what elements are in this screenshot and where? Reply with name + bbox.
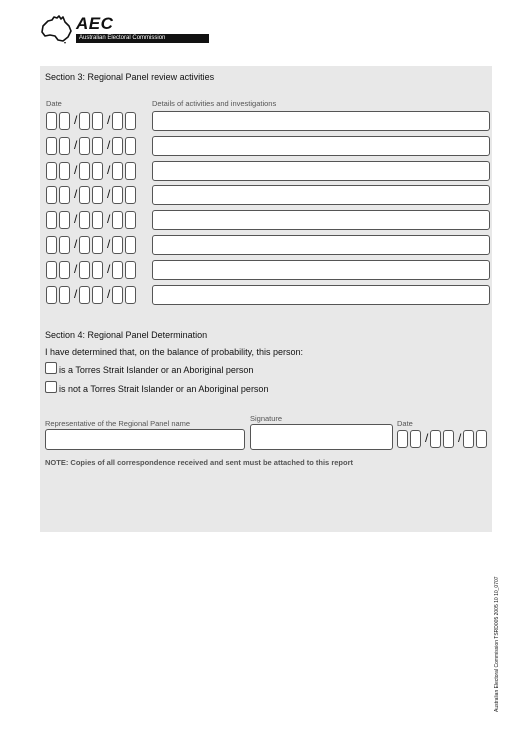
section4-title: Section 4: Regional Panel Determination <box>45 330 208 340</box>
date-digit-box[interactable] <box>59 186 70 204</box>
date-digit-box[interactable] <box>92 186 103 204</box>
date-digit-box[interactable] <box>463 430 474 448</box>
date-digit-box[interactable] <box>79 186 90 204</box>
date-digit-box[interactable] <box>125 261 136 279</box>
is-islander-checkbox[interactable] <box>45 362 57 374</box>
date-separator: / <box>107 237 111 251</box>
date-digit-box[interactable] <box>112 286 123 304</box>
date-separator: / <box>458 431 462 445</box>
is-islander-label: is a Torres Strait Islander or an Aboriginal person <box>59 365 254 375</box>
date-digit-box[interactable] <box>112 137 123 155</box>
date-digit-box[interactable] <box>92 211 103 229</box>
date-separator: / <box>74 261 78 276</box>
activity-details-field[interactable] <box>152 185 490 205</box>
activity-row <box>45 260 491 281</box>
date-separator: / <box>74 162 78 177</box>
date-digit-box[interactable] <box>476 430 487 448</box>
date-column-label: Date <box>46 99 62 108</box>
date-digit-box[interactable] <box>79 211 90 229</box>
date-digit-box[interactable] <box>46 261 57 279</box>
activity-details-field[interactable] <box>152 136 490 156</box>
date-separator: / <box>107 286 111 301</box>
date-digit-box[interactable] <box>46 112 57 130</box>
date-digit-box[interactable] <box>79 112 90 130</box>
date-digit-box[interactable] <box>59 137 70 155</box>
date-separator: / <box>107 261 111 276</box>
date-separator: / <box>74 113 78 127</box>
date-digit-box[interactable] <box>59 112 70 130</box>
date-separator: / <box>107 187 111 202</box>
date-digit-box[interactable] <box>46 137 57 155</box>
determination-date-label: Date <box>397 419 413 428</box>
determination-date-field <box>397 429 491 450</box>
activity-row <box>45 235 491 256</box>
date-digit-box[interactable] <box>112 236 123 254</box>
date-digit-box[interactable] <box>46 186 57 204</box>
date-digit-box[interactable] <box>46 162 57 180</box>
date-digit-box[interactable] <box>46 236 57 254</box>
note-text: NOTE: Copies of all correspondence received and sent must be attached to this report <box>45 458 353 467</box>
date-separator: / <box>107 162 111 177</box>
date-separator: / <box>107 212 111 227</box>
date-separator: / <box>74 212 78 227</box>
date-digit-box[interactable] <box>112 261 123 279</box>
date-digit-box[interactable] <box>46 286 57 304</box>
date-digit-box[interactable] <box>443 430 454 448</box>
date-separator: / <box>74 237 78 251</box>
is-not-islander-checkbox[interactable] <box>45 381 57 393</box>
signature-field[interactable] <box>250 424 393 450</box>
logo-full-name: Australian Electoral Commission <box>76 34 209 43</box>
date-separator: / <box>74 286 78 301</box>
date-digit-box[interactable] <box>59 236 70 254</box>
details-column-label: Details of activities and investigations <box>152 99 277 108</box>
date-digit-box[interactable] <box>92 261 103 279</box>
signature-label: Signature <box>250 414 283 423</box>
date-digit-box[interactable] <box>112 112 123 130</box>
date-separator: / <box>74 187 78 202</box>
representative-label: Representative of the Regional Panel name <box>45 419 191 428</box>
logo-abbreviation: AEC <box>76 14 114 33</box>
form-code: Australian Electoral Commission TSRD005 2005 10 10_0707 <box>494 576 500 712</box>
date-separator: / <box>425 431 429 445</box>
activity-row <box>45 285 491 306</box>
australia-map-icon <box>40 14 74 44</box>
date-digit-box[interactable] <box>92 112 103 130</box>
date-digit-box[interactable] <box>430 430 441 448</box>
date-digit-box[interactable] <box>79 137 90 155</box>
date-digit-box[interactable] <box>410 430 421 448</box>
date-digit-box[interactable] <box>92 286 103 304</box>
date-digit-box[interactable] <box>112 186 123 204</box>
aec-logo <box>40 14 172 46</box>
date-digit-box[interactable] <box>112 211 123 229</box>
activity-details-field[interactable] <box>152 161 490 181</box>
activity-row <box>45 161 491 182</box>
activity-details-field[interactable] <box>152 285 490 305</box>
date-digit-box[interactable] <box>59 211 70 229</box>
date-digit-box[interactable] <box>59 286 70 304</box>
activity-details-field[interactable] <box>152 111 490 131</box>
date-separator: / <box>107 113 111 127</box>
date-separator: / <box>107 137 111 152</box>
is-not-islander-label: is not a Torres Strait Islander or an Aboriginal person <box>59 384 269 394</box>
date-digit-box[interactable] <box>79 236 90 254</box>
activity-row <box>45 185 491 206</box>
date-digit-box[interactable] <box>125 286 136 304</box>
activity-row <box>45 136 491 157</box>
date-digit-box[interactable] <box>79 261 90 279</box>
activity-row <box>45 210 491 231</box>
date-digit-box[interactable] <box>125 112 136 130</box>
section3-title: Section 3: Regional Panel review activities <box>45 72 215 82</box>
date-digit-box[interactable] <box>125 236 136 254</box>
representative-name-field[interactable] <box>45 429 245 450</box>
date-digit-box[interactable] <box>46 211 57 229</box>
date-digit-box[interactable] <box>125 211 136 229</box>
date-digit-box[interactable] <box>59 261 70 279</box>
date-digit-box[interactable] <box>79 286 90 304</box>
activity-details-field[interactable] <box>152 210 490 230</box>
activity-details-field[interactable] <box>152 235 490 255</box>
date-separator: / <box>74 137 78 152</box>
date-digit-box[interactable] <box>125 186 136 204</box>
date-digit-box[interactable] <box>59 162 70 180</box>
date-digit-box[interactable] <box>397 430 408 448</box>
date-digit-box[interactable] <box>125 162 136 180</box>
date-digit-box[interactable] <box>92 236 103 254</box>
date-digit-box[interactable] <box>125 137 136 155</box>
determination-statement: I have determined that, on the balance of probability, this person: <box>45 347 303 357</box>
date-digit-box[interactable] <box>79 162 90 180</box>
activity-row <box>45 111 491 132</box>
activity-details-field[interactable] <box>152 260 490 280</box>
date-digit-box[interactable] <box>92 137 103 155</box>
date-digit-box[interactable] <box>112 162 123 180</box>
date-digit-box[interactable] <box>92 162 103 180</box>
